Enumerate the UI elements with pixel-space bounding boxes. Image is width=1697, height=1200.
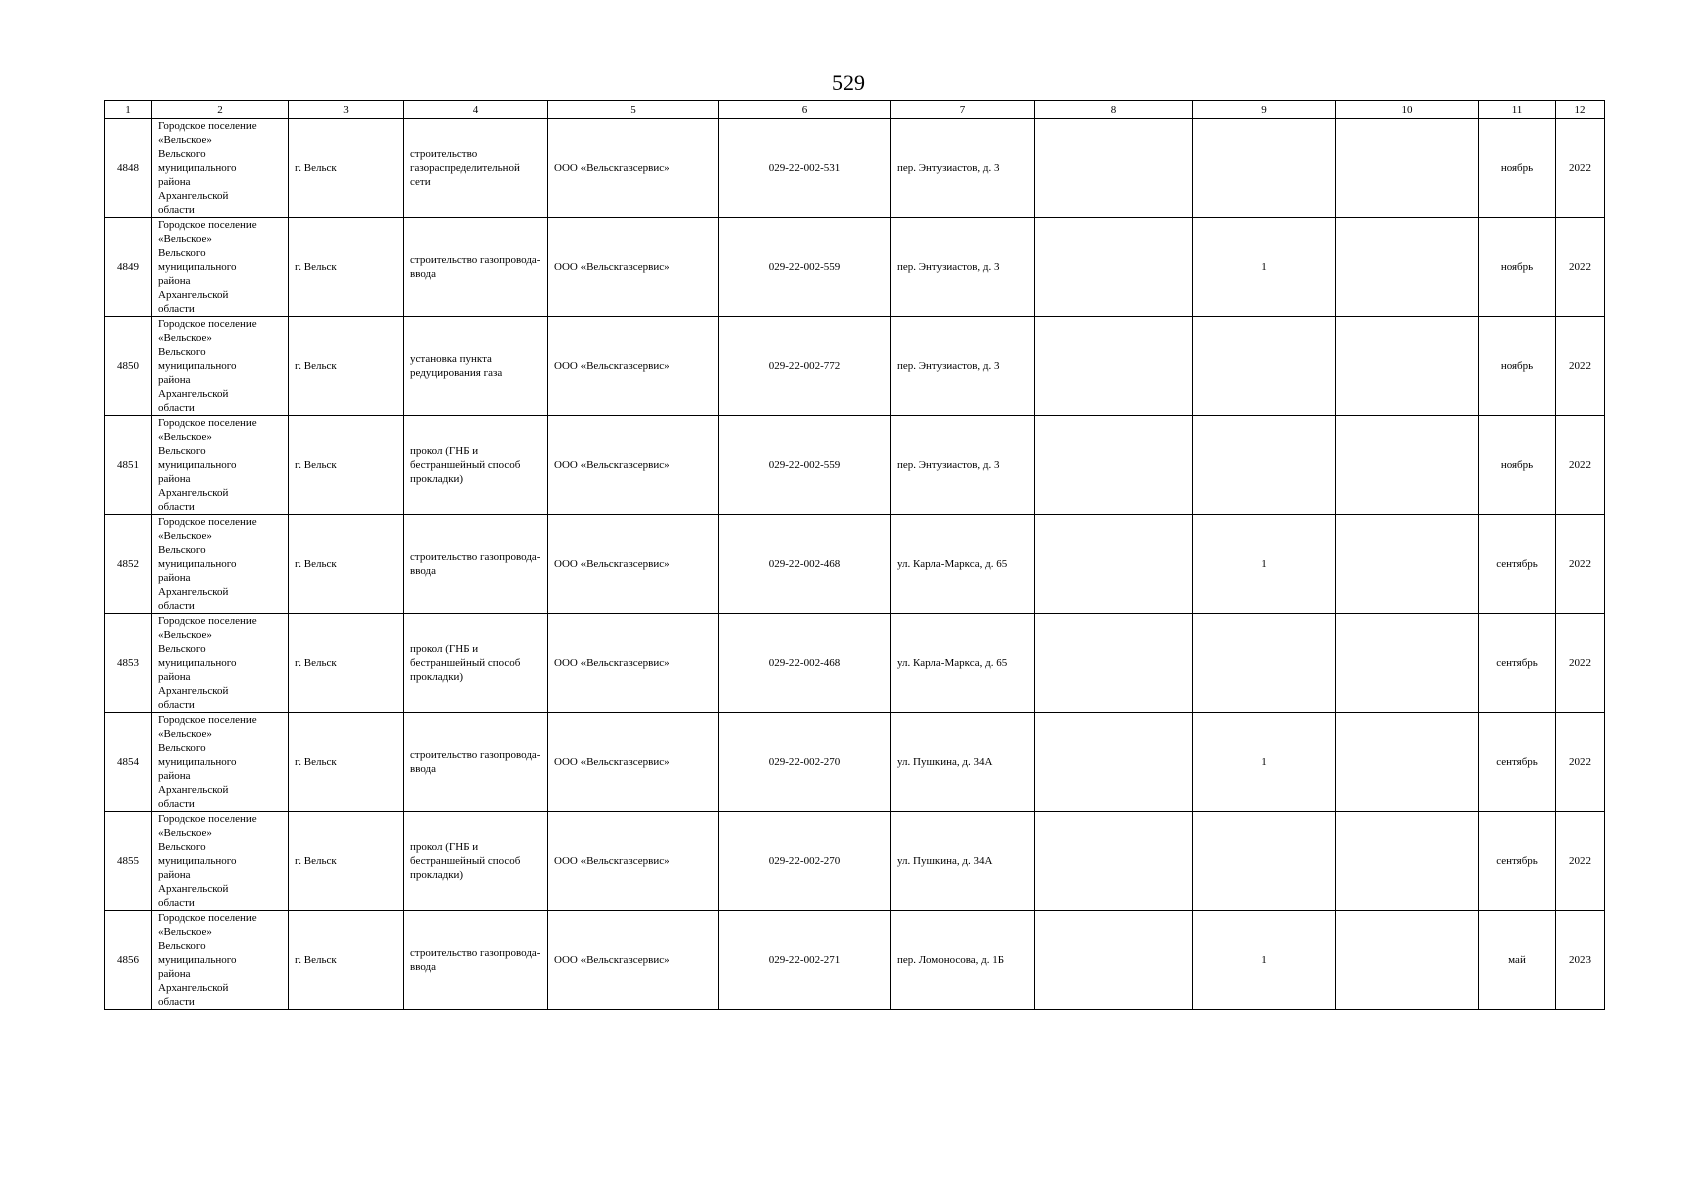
column-9-cell: 1	[1193, 713, 1336, 812]
organization-cell: ООО «Вельскгазсервис»	[548, 713, 719, 812]
row-number-cell: 4849	[105, 218, 152, 317]
work-type-cell: строительство газопровода-ввода	[404, 713, 548, 812]
column-header: 8	[1035, 101, 1193, 119]
year-cell: 2022	[1556, 713, 1605, 812]
column-header: 11	[1479, 101, 1556, 119]
table-row	[105, 911, 1605, 1010]
column-9-cell	[1193, 614, 1336, 713]
row-number-cell: 4853	[105, 614, 152, 713]
work-type-cell: прокол (ГНБ и бестраншейный способ прокладки)	[404, 614, 548, 713]
column-8-cell	[1035, 416, 1193, 515]
work-type-cell: строительство газопровода-ввода	[404, 218, 548, 317]
code-cell: 029-22-002-559	[719, 416, 891, 515]
year-cell: 2023	[1556, 911, 1605, 1010]
column-8-cell	[1035, 911, 1193, 1010]
month-cell: ноябрь	[1479, 218, 1556, 317]
organization-cell: ООО «Вельскгазсервис»	[548, 317, 719, 416]
address-cell: пер. Ломоносова, д. 1Б	[891, 911, 1035, 1010]
organization-cell: ООО «Вельскгазсервис»	[548, 416, 719, 515]
settlement-cell: Городское поселение «Вельское» Вельского муниципального района Архангельской области	[152, 515, 289, 614]
settlement-cell: Городское поселение «Вельское» Вельского муниципального района Архангельской области	[152, 119, 289, 218]
column-10-cell	[1336, 911, 1479, 1010]
column-10-cell	[1336, 218, 1479, 317]
column-9-cell	[1193, 317, 1336, 416]
table-row	[105, 317, 1605, 416]
address-cell: ул. Карла-Маркса, д. 65	[891, 515, 1035, 614]
column-9-cell	[1193, 416, 1336, 515]
year-cell: 2022	[1556, 317, 1605, 416]
organization-cell: ООО «Вельскгазсервис»	[548, 614, 719, 713]
work-type-cell: строительство газопровода-ввода	[404, 515, 548, 614]
column-10-cell	[1336, 614, 1479, 713]
column-header: 9	[1193, 101, 1336, 119]
column-10-cell	[1336, 119, 1479, 218]
column-number-row	[105, 101, 1605, 119]
column-8-cell	[1035, 614, 1193, 713]
locality-cell: г. Вельск	[289, 812, 404, 911]
column-8-cell	[1035, 713, 1193, 812]
locality-cell: г. Вельск	[289, 911, 404, 1010]
column-header: 12	[1556, 101, 1605, 119]
work-type-cell: строительство газораспределительной сети	[404, 119, 548, 218]
row-number-cell: 4855	[105, 812, 152, 911]
settlement-cell: Городское поселение «Вельское» Вельского муниципального района Архангельской области	[152, 614, 289, 713]
settlement-cell: Городское поселение «Вельское» Вельского муниципального района Архангельской области	[152, 317, 289, 416]
table-row	[105, 614, 1605, 713]
code-cell: 029-22-002-270	[719, 713, 891, 812]
month-cell: сентябрь	[1479, 614, 1556, 713]
column-10-cell	[1336, 713, 1479, 812]
month-cell: ноябрь	[1479, 416, 1556, 515]
address-cell: ул. Пушкина, д. 34А	[891, 713, 1035, 812]
address-cell: пер. Энтузиастов, д. 3	[891, 416, 1035, 515]
column-9-cell: 1	[1193, 911, 1336, 1010]
row-number-cell: 4856	[105, 911, 152, 1010]
table-row	[105, 416, 1605, 515]
table-row	[105, 812, 1605, 911]
column-10-cell	[1336, 515, 1479, 614]
year-cell: 2022	[1556, 515, 1605, 614]
row-number-cell: 4854	[105, 713, 152, 812]
month-cell: сентябрь	[1479, 713, 1556, 812]
column-8-cell	[1035, 218, 1193, 317]
column-8-cell	[1035, 317, 1193, 416]
column-9-cell: 1	[1193, 218, 1336, 317]
address-cell: пер. Энтузиастов, д. 3	[891, 317, 1035, 416]
row-number-cell: 4851	[105, 416, 152, 515]
row-number-cell: 4850	[105, 317, 152, 416]
table-body	[105, 119, 1605, 1010]
code-cell: 029-22-002-271	[719, 911, 891, 1010]
column-header: 1	[105, 101, 152, 119]
column-8-cell	[1035, 812, 1193, 911]
column-header: 5	[548, 101, 719, 119]
column-header: 2	[152, 101, 289, 119]
locality-cell: г. Вельск	[289, 713, 404, 812]
organization-cell: ООО «Вельскгазсервис»	[548, 515, 719, 614]
code-cell: 029-22-002-772	[719, 317, 891, 416]
data-table	[104, 100, 1605, 1010]
settlement-cell: Городское поселение «Вельское» Вельского муниципального района Архангельской области	[152, 713, 289, 812]
code-cell: 029-22-002-468	[719, 614, 891, 713]
code-cell: 029-22-002-531	[719, 119, 891, 218]
organization-cell: ООО «Вельскгазсервис»	[548, 812, 719, 911]
locality-cell: г. Вельск	[289, 119, 404, 218]
address-cell: ул. Карла-Маркса, д. 65	[891, 614, 1035, 713]
code-cell: 029-22-002-559	[719, 218, 891, 317]
settlement-cell: Городское поселение «Вельское» Вельского муниципального района Архангельской области	[152, 218, 289, 317]
column-9-cell	[1193, 812, 1336, 911]
table-row	[105, 218, 1605, 317]
row-number-cell: 4848	[105, 119, 152, 218]
locality-cell: г. Вельск	[289, 515, 404, 614]
code-cell: 029-22-002-270	[719, 812, 891, 911]
column-9-cell: 1	[1193, 515, 1336, 614]
month-cell: сентябрь	[1479, 812, 1556, 911]
locality-cell: г. Вельск	[289, 317, 404, 416]
month-cell: ноябрь	[1479, 119, 1556, 218]
column-header: 10	[1336, 101, 1479, 119]
column-8-cell	[1035, 119, 1193, 218]
work-type-cell: строительство газопровода-ввода	[404, 911, 548, 1010]
table-row	[105, 119, 1605, 218]
work-type-cell: установка пункта редуцирования газа	[404, 317, 548, 416]
column-header: 3	[289, 101, 404, 119]
settlement-cell: Городское поселение «Вельское» Вельского муниципального района Архангельской области	[152, 812, 289, 911]
month-cell: ноябрь	[1479, 317, 1556, 416]
row-number-cell: 4852	[105, 515, 152, 614]
page-number: 529	[832, 70, 865, 95]
code-cell: 029-22-002-468	[719, 515, 891, 614]
month-cell: май	[1479, 911, 1556, 1010]
settlement-cell: Городское поселение «Вельское» Вельского муниципального района Архангельской области	[152, 416, 289, 515]
locality-cell: г. Вельск	[289, 218, 404, 317]
year-cell: 2022	[1556, 119, 1605, 218]
column-8-cell	[1035, 515, 1193, 614]
column-header: 7	[891, 101, 1035, 119]
year-cell: 2022	[1556, 812, 1605, 911]
organization-cell: ООО «Вельскгазсервис»	[548, 911, 719, 1010]
year-cell: 2022	[1556, 218, 1605, 317]
year-cell: 2022	[1556, 614, 1605, 713]
column-10-cell	[1336, 812, 1479, 911]
address-cell: ул. Пушкина, д. 34А	[891, 812, 1035, 911]
column-header: 4	[404, 101, 548, 119]
locality-cell: г. Вельск	[289, 614, 404, 713]
column-9-cell	[1193, 119, 1336, 218]
settlement-cell: Городское поселение «Вельское» Вельского муниципального района Архангельской области	[152, 911, 289, 1010]
work-type-cell: прокол (ГНБ и бестраншейный способ прокладки)	[404, 416, 548, 515]
work-type-cell: прокол (ГНБ и бестраншейный способ прокладки)	[404, 812, 548, 911]
column-10-cell	[1336, 317, 1479, 416]
column-10-cell	[1336, 416, 1479, 515]
organization-cell: ООО «Вельскгазсервис»	[548, 218, 719, 317]
table-row	[105, 515, 1605, 614]
column-header: 6	[719, 101, 891, 119]
organization-cell: ООО «Вельскгазсервис»	[548, 119, 719, 218]
year-cell: 2022	[1556, 416, 1605, 515]
address-cell: пер. Энтузиастов, д. 3	[891, 218, 1035, 317]
locality-cell: г. Вельск	[289, 416, 404, 515]
address-cell: пер. Энтузиастов, д. 3	[891, 119, 1035, 218]
table-row	[105, 713, 1605, 812]
month-cell: сентябрь	[1479, 515, 1556, 614]
